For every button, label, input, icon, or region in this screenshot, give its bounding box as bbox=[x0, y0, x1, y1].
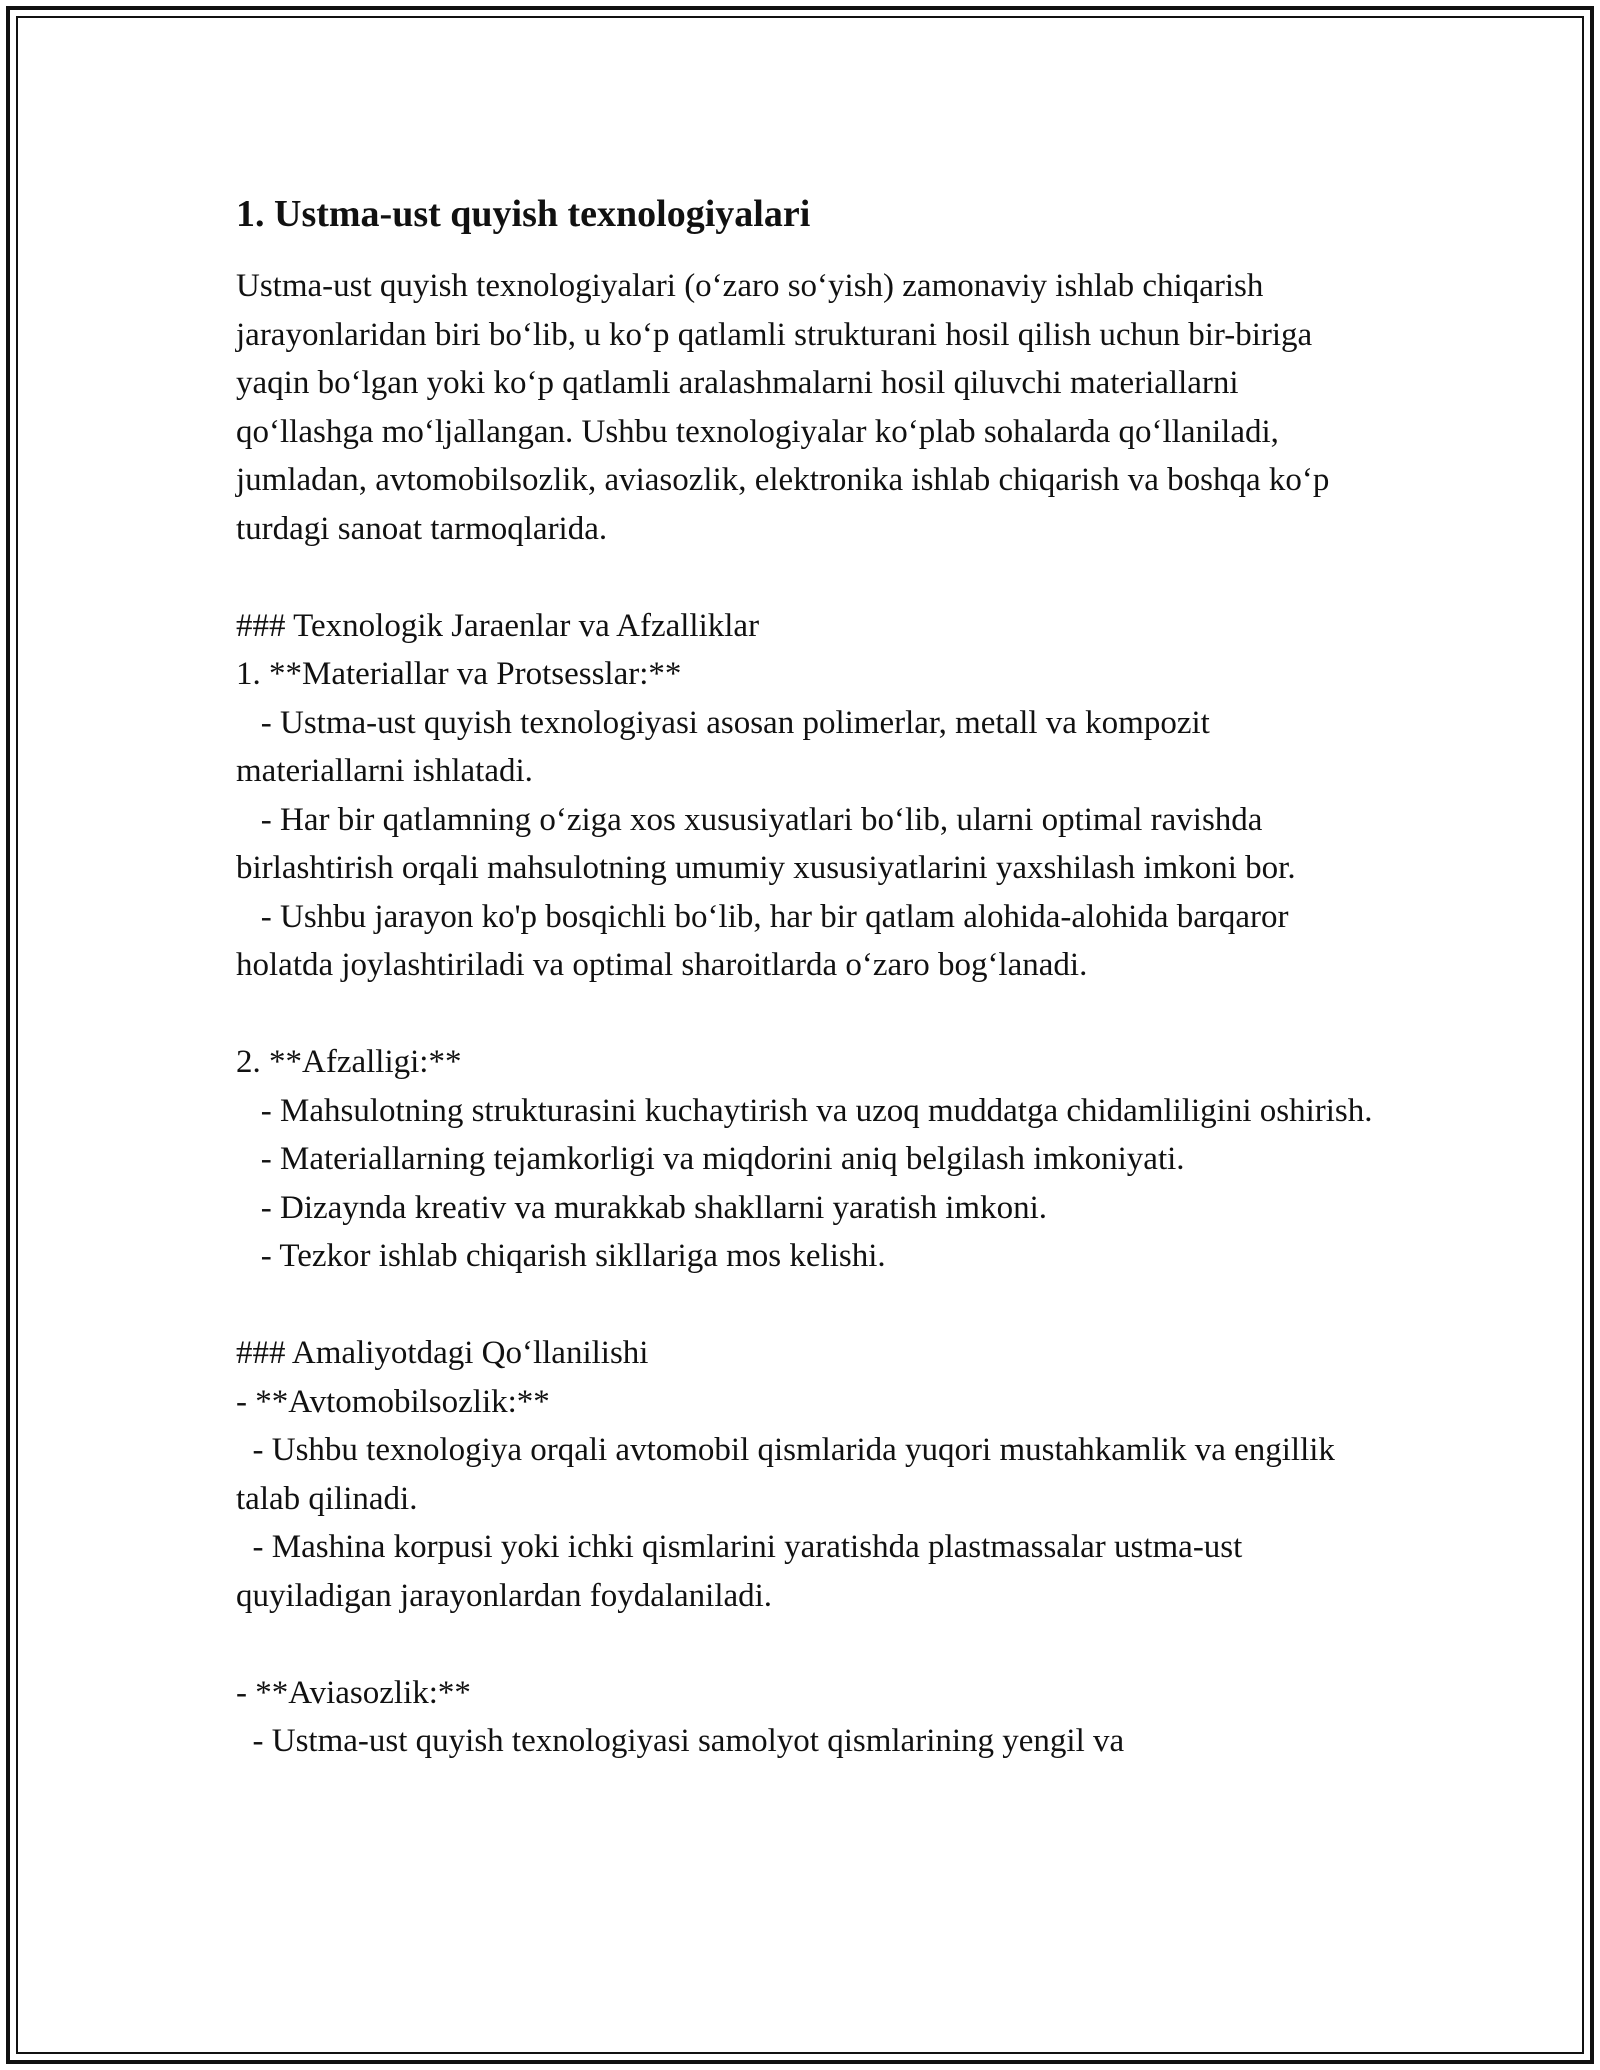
list-bullet: - Mahsulotning strukturasini kuchaytirish va uzoq muddatga chidamliligini oshirish. bbox=[236, 1092, 1373, 1129]
spacer bbox=[236, 553, 1376, 602]
spacer bbox=[236, 1281, 1376, 1330]
list-bullet: - Ustma-ust quyish texnologiyasi asosan polimerlar, metall va kompozit materiallarni ishlatadi. bbox=[236, 704, 1219, 789]
list-bullet: - Dizaynda kreativ va murakkab shakllarni yaratish imkoni. bbox=[236, 1189, 1047, 1226]
section-heading-applications: ### Amaliyotdagi Qo‘llanilishi bbox=[236, 1335, 649, 1371]
list-item-title: 2. **Afzalligi:** bbox=[236, 1044, 462, 1080]
list-item-title: - **Aviasozlik:** bbox=[236, 1674, 471, 1711]
intro-paragraph: Ustma-ust quyish texnologiyalari (o‘zaro so‘yish) zamonaviy ishlab chiqarish jarayonlaridan biri bo‘lib, u ko‘p qatlamli strukturani hosil qilish uchun bir-biriga yaqin bo‘lgan yoki ko‘p qatlamli aralashmalarni hosil qiluvchi materiallarni qo‘llashga mo‘ljallangan. Ushbu texnologiyalar ko‘plab sohalarda qo‘llaniladi, jumladan, avtomobilsozlik, aviasozlik, elektronika ishlab chiqarish va boshqa ko‘p turdagi sanoat tarmoqlarida. bbox=[236, 268, 1330, 547]
document-title: 1. Ustma-ust quyish texnologiyalari bbox=[236, 193, 811, 235]
list-bullet: - Materiallarning tejamkorligi va miqdorini aniq belgilash imkoniyati. bbox=[236, 1141, 1185, 1177]
list-bullet: - Tezkor ishlab chiqarish sikllariga mos kelishi. bbox=[236, 1238, 886, 1274]
spacer bbox=[236, 1620, 1376, 1669]
list-bullet: - Mashina korpusi yoki ichki qismlarini yaratishda plastmassalar ustma-ust quyiladigan jarayonlardan foydalaniladi. bbox=[236, 1529, 1251, 1614]
list-item-title: - **Avtomobilsozlik:** bbox=[236, 1383, 550, 1420]
list-item-title: 1. **Materiallar va Protsesslar:** bbox=[236, 656, 682, 692]
list-bullet: - Har bir qatlamning o‘ziga xos xususiyatlari bo‘lib, ularni optimal ravishda birlashtirish orqali mahsulotning umumiy xususiyatlarini yaxshilash imkoni bor. bbox=[236, 801, 1296, 886]
document-content bbox=[236, 188, 1376, 1766]
list-bullet: - Ustma-ust quyish texnologiyasi samolyot qismlarining yengil va bbox=[236, 1723, 1125, 1759]
list-bullet: - Ushbu texnologiya orqali avtomobil qismlarida yuqori mustahkamlik va engillik talab qilinadi. bbox=[236, 1432, 1344, 1517]
spacer bbox=[236, 990, 1376, 1039]
list-bullet: - Ushbu jarayon ko'p bosqichli bo‘lib, har bir qatlam alohida-alohida barqaror holatda joylashtiriladi va optimal sharoitlarda o‘zaro bog‘lanadi. bbox=[236, 898, 1297, 983]
section-heading-technologies: ### Texnologik Jaraenlar va Afzalliklar bbox=[236, 607, 760, 644]
